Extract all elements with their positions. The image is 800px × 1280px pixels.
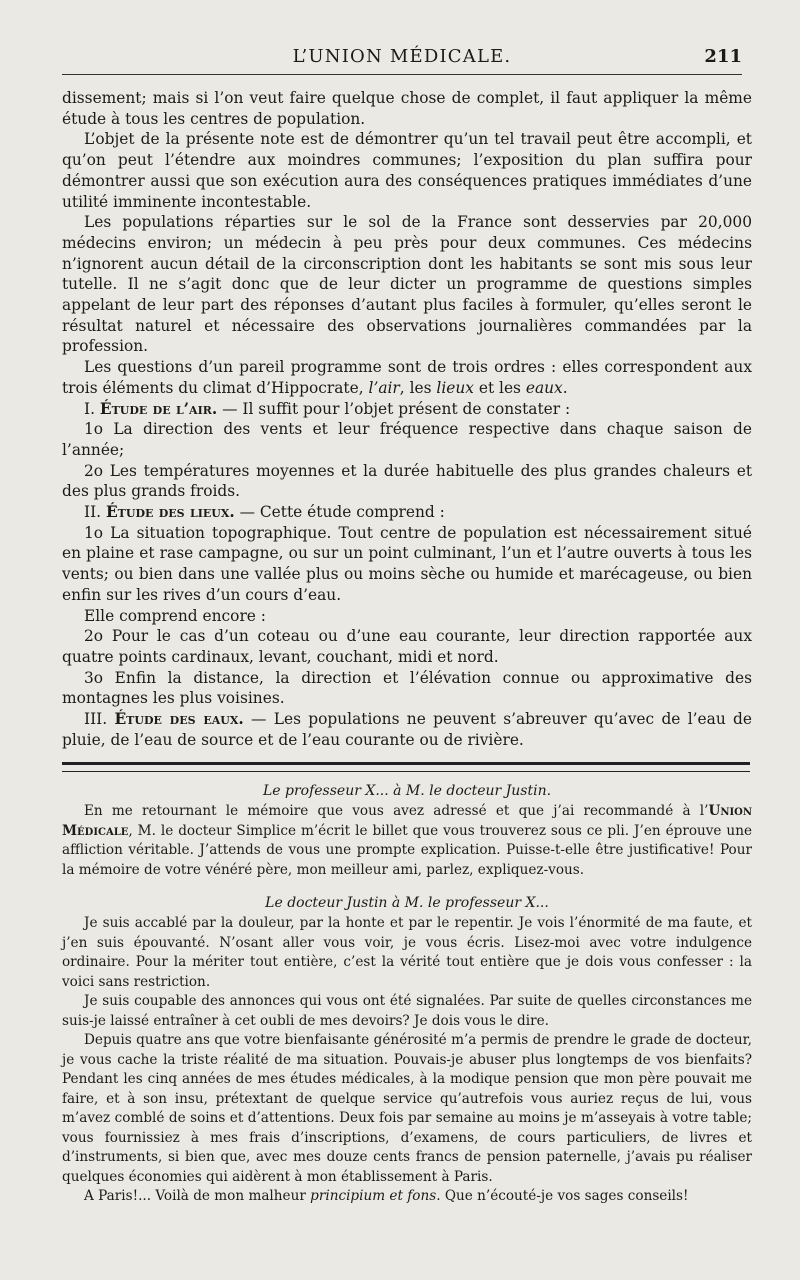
letter-paragraph: Je suis accablé par la douleur, par la honte et par le repentir. Je vois l’énormité de ma faute, et j’en suis épouvanté. N’osant aller vous voir, je vous écris. Lisez-moi avec votre indulgence ordinaire. Pour la mériter tout entière, c’est la vérité tout entière que je dois vous confesser : la voici sans restriction.: [62, 915, 752, 990]
section-number: III.: [84, 710, 115, 729]
section-intro: — Cette étude comprend :: [234, 503, 445, 522]
page-number: 211: [704, 46, 742, 67]
section-number: I.: [84, 399, 100, 418]
journal-title: L’UNION MÉDICALE.: [292, 46, 512, 67]
letter-paragraph: [62, 1187, 752, 1207]
term-lieux: lieux: [436, 378, 474, 397]
text-segment: .: [562, 378, 568, 397]
paragraph-more: Elle comprend encore :: [84, 606, 266, 625]
spacer: [62, 880, 752, 892]
paragraph-continuation: dissement; mais si l’on veut faire quelque chose de complet, il faut appliquer la même étude à tous les centres de population.: [62, 89, 752, 128]
letter-title: Le professeur X... à M. le docteur Justin.: [262, 783, 552, 799]
latin-phrase: principium et fons: [310, 1188, 437, 1204]
text-segment: , les: [399, 378, 437, 397]
section-divider: [62, 762, 750, 772]
section-title: Étude de l’air.: [99, 399, 218, 418]
section-title: Étude des eaux.: [114, 710, 244, 729]
letter-paragraph: Je suis coupable des annonces qui vous ont été signalées. Par suite de quelles circonstances me suis-je laissé entraîner à cet oubli de mes devoirs? Je dois vous le dire.: [62, 993, 752, 1029]
list-item: 3o Enfin la distance, la direction et l’élévation connue ou approximative des montagnes les plus voisines.: [62, 668, 752, 708]
paragraph-questions: [62, 357, 752, 398]
letter-paragraph: Depuis quatre ans que votre bienfaisante générosité m’a permis de prendre le grade de docteur, je vous cache la triste réalité de ma situation. Pouvais-je abuser plus longtemps de vos bienfaits? Pendant les cinq années de mes études médicales, à la modique pension que mon père pouvait me faire, et à son insu, prétextant de quelque service qu’autrefois vous auriez reçus de lui, vous m’avez comblé de soins et d’attentions. Deux fois par semaine au moins je m’asseyais à votre table; vous fournissiez à mes frais d’inscriptions, d’examens, de cours particuliers, de livres et d’instruments, si bien que, avec mes douze cents francs de pension paternelle, j’avais pu réaliser quelques économies qui aidèrent à mon établissement à Paris.: [62, 1032, 752, 1185]
text-segment: , M. le docteur Simplice m’écrit le billet que vous trouverez sous ce pli. J’en éprouve une affliction véritable. J’attends de vous une prompte explication. Puisse-t-elle être justificative! Pour la mémoire de votre vénéré père, mon meilleur ami, parlez, expliquez-vous.: [62, 822, 752, 878]
letter-paragraph: [62, 802, 752, 880]
paragraph-populations: Les populations réparties sur le sol de la France sont desservies par 20,000 médecins environ; un médecin à peu près pour deux communes. Ces médecins n’ignorent aucun détail de la circonscription dont les habitants se sont mis sous leur tutelle. Il ne s’agit donc que de leur dicter un programme de questions simples appelant de leur part des réponses d’autant plus faciles à formuler, qu’elles seront le résultat naturel et nécessaire des observations journalières commandées par la profession.: [62, 213, 752, 356]
page-header: [62, 44, 742, 74]
list-item: 2o Les températures moyennes et la durée habituelle des plus grandes chaleurs et des plus grands froids.: [62, 461, 752, 501]
section-intro: — Il suffit pour l’objet présent de constater :: [217, 399, 571, 418]
section-eaux-heading: [62, 709, 752, 750]
main-text: [62, 88, 752, 751]
list-item: 1o La situation topographique. Tout centre de population est nécessairement situé en plaine et rase campagne, ou sur un point culminant, l’un et l’autre ouverts à tous les vents; ou bien dans une vallée plus ou moins sèche ou humide et marécageuse, ou bien enfin sur les rives d’un cours d’eau.: [62, 523, 752, 604]
text-segment: et les: [473, 378, 526, 397]
journal-name: Union Médicale: [62, 803, 752, 839]
letter-title: Le docteur Justin à M. le professeur X...: [265, 895, 549, 911]
header-rule: [62, 74, 742, 75]
text-segment: En me retournant le mémoire que vous avez adressé et que j’ai recommandé à l’: [84, 803, 709, 819]
term-eaux: eaux: [525, 378, 563, 397]
section-text: — Les populations ne peuvent s’abreuver qu’avec de l’eau de pluie, de l’eau de source et de l’eau courante ou de rivière.: [62, 710, 753, 749]
section-title: Étude des lieux.: [105, 503, 235, 522]
section-lieux-heading: [62, 502, 752, 523]
term-air: l’air: [368, 378, 400, 397]
text-segment: A Paris!... Voilà de mon malheur: [84, 1188, 311, 1204]
text-segment: . Que n’écouté-je vos sages conseils!: [436, 1188, 689, 1204]
section-air-heading: [62, 399, 752, 420]
list-item: 1o La direction des vents et leur fréquence respective dans chaque saison de l’année;: [62, 420, 752, 459]
paragraph-objective: L’objet de la présente note est de démontrer qu’un tel travail peut être accompli, et qu’on peut l’étendre aux moindres communes; l’exposition du plan suffira pour démontrer aussi que son exécution aura des conséquences pratiques immédiates d’une utilité imminente incontestable.: [62, 130, 752, 211]
section-number: II.: [84, 503, 106, 522]
list-item: 2o Pour le cas d’un coteau ou d’une eau courante, leur direction rapportée aux quatre points cardinaux, levant, couchant, midi et nord.: [62, 627, 752, 666]
text-segment: Les questions d’un pareil programme sont de trois ordres : elles correspondent aux trois éléments du climat d’Hippocrate,: [62, 358, 752, 397]
feuilleton-letters: [62, 780, 752, 1207]
